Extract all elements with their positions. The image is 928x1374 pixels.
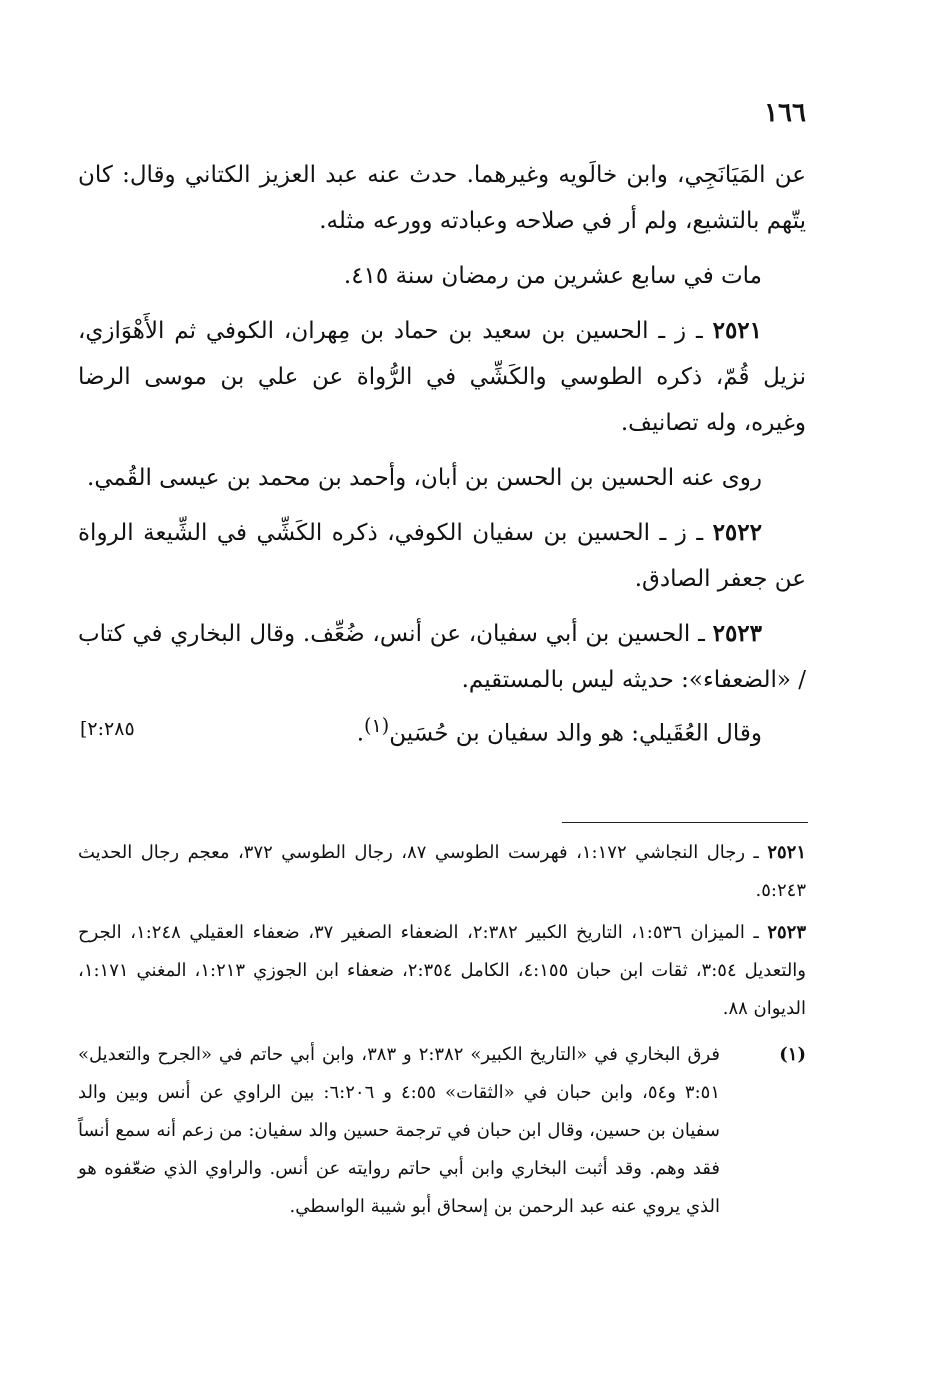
footnote-text: فرق البخاري في «التاريخ الكبير» ٢:٣٨٢ و ٣٨٣، وابن أبي حاتم في «الجرح والتعديل» ٣:٥١ و٥٤، وابن حبان في «الثقات» ٤:٥٥ و ٦:٢٠٦: بين الراوي عن أنس وبين والد سفيان بن حسين، وقال ابن حبان في ترجمة حسين والد سفيان: من زعم أنه سمع أنساً فقد وهم. وقد أثبت البخاري وابن أبي حاتم روايته عن أنس. والراوي الذي ضعّفوه هو الذي يروي عنه عبد الرحمن بن إسحاق أبو شيبة الواسطي. [78, 1044, 720, 1217]
note-2521 [78, 834, 806, 910]
entry-2521-narrators: روى عنه الحسين بن الحسن بن أبان، وأحمد بن محمد بن عيسى القُمي. [87, 465, 762, 491]
entry-number: ٢٥٢٣ [712, 620, 763, 647]
entry-2523-aqili [78, 703, 806, 757]
entry-2521 [78, 308, 806, 446]
footnote-marker: (١) [779, 1044, 806, 1065]
entry-text: ـ الحسين بن أبي سفيان، عن أنس، ضُعِّف. وقال البخاري في كتاب / «الضعفاء»: حديثه ليس بالمستقيم. [78, 621, 806, 693]
note-text: ـ رجال النجاشي ١:١٧٢، فهرست الطوسي ٨٧، رجال الطوسي ٣٧٢، معجم رجال الحديث ٥:٢٤٣. [78, 842, 806, 901]
footnote-reference: (١) [364, 714, 390, 737]
source-notes [78, 834, 806, 1032]
note-2523 [78, 914, 806, 1028]
entry-number: ٢٥٢١ [712, 317, 763, 344]
margin-volume-reference: [٢:٢٨٥ [80, 718, 135, 740]
footnote-1 [78, 1036, 806, 1226]
page-number: ١٦٦ [764, 98, 806, 128]
entry-text: ـ ز ـ الحسين بن سفيان الكوفي، ذكره الكَشِّي في الشِّيعة الرواة عن جعفر الصادق. [78, 520, 806, 592]
entry-2523 [78, 611, 806, 703]
aqili-text: وقال العُقَيلي: هو والد سفيان بن حُسَين [389, 720, 762, 747]
note-text: ـ الميزان ١:٥٣٦، التاريخ الكبير ٢:٣٨٢، الضعفاء الصغير ٣٧، ضعفاء العقيلي ١:٢٤٨، الجرح والتعديل ٣:٥٤، ثقات ابن حبان ٤:١٥٥، الكامل ٢:٣٥٤، ضعفاء ابن الجوزي ١:٢١٣، المغني ١:١٧١، الديوان ٨٨. [78, 922, 806, 1019]
entry-number: ٢٥٢٢ [712, 519, 762, 546]
footnote-separator [562, 822, 808, 823]
entry-2522 [78, 510, 806, 602]
note-number: ٢٥٢١ [767, 842, 806, 863]
note-number: ٢٥٢٣ [767, 922, 807, 943]
entry-text: ـ ز ـ الحسين بن سعيد بن حماد بن مِهران، الكوفي ثم الأَهْوَازي، نزيل قُمّ، ذكره الطوسي والكَشِّي في الرُّواة عن علي بن موسى الرضا وغيره، وله تصانيف. [78, 318, 806, 436]
main-text [78, 152, 806, 766]
paragraph-continuation: عن المَيَانَجِي، وابن خالَويه وغيرهما. حدث عنه عبد العزيز الكتاني وقال: كان يتّهم بالتشيع، ولم أر في صلاحه وعبادته وورعه مثله. [78, 162, 806, 234]
paragraph-death-date: مات في سابع عشرين من رمضان سنة ٤١٥. [343, 263, 762, 289]
period: . [356, 720, 365, 747]
